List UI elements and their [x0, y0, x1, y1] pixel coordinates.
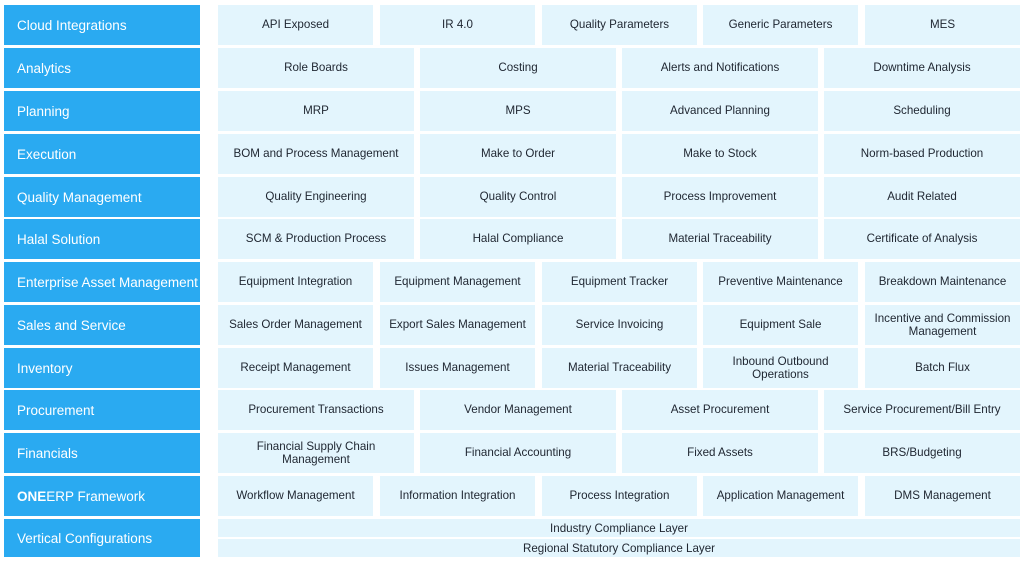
module-cell: Fixed Assets	[622, 433, 818, 473]
row-label: Halal Solution	[4, 219, 200, 259]
compliance-layer: Regional Statutory Compliance Layer	[218, 539, 1020, 557]
module-cell: Vendor Management	[420, 390, 616, 430]
module-cell: Role Boards	[218, 48, 414, 88]
row-label: Procurement	[4, 390, 200, 430]
module-cell: Halal Compliance	[420, 219, 616, 259]
module-cell: Equipment Management	[380, 262, 535, 302]
module-cell: Make to Stock	[622, 134, 818, 174]
module-cell: Equipment Integration	[218, 262, 373, 302]
module-cell: Costing	[420, 48, 616, 88]
module-cell: Preventive Maintenance	[703, 262, 858, 302]
module-cell: Service Procurement/Bill Entry	[824, 390, 1020, 430]
module-cell: Audit Related	[824, 177, 1020, 217]
module-cell: Sales Order Management	[218, 305, 373, 345]
module-cell: MPS	[420, 91, 616, 131]
row-label: Cloud Integrations	[4, 5, 200, 45]
row-label: Sales and Service	[4, 305, 200, 345]
module-cell: Procurement Transactions	[218, 390, 414, 430]
brand-rest: ERP Framework	[46, 488, 146, 504]
row-label: Enterprise Asset Management	[4, 262, 200, 302]
row-halal-solution	[0, 219, 1024, 259]
module-cell: Alerts and Notifications	[622, 48, 818, 88]
module-cell: Generic Parameters	[703, 5, 858, 45]
module-cell: Receipt Management	[218, 348, 373, 388]
row-label: Analytics	[4, 48, 200, 88]
module-cell: Issues Management	[380, 348, 535, 388]
row-procurement	[0, 390, 1024, 430]
module-cell: Export Sales Management	[380, 305, 535, 345]
module-cell: Workflow Management	[218, 476, 373, 516]
compliance-layer: Industry Compliance Layer	[218, 519, 1020, 537]
module-cell: SCM & Production Process	[218, 219, 414, 259]
module-cell: Make to Order	[420, 134, 616, 174]
row-oneerp-framework	[0, 476, 1024, 516]
module-cell: Material Traceability	[542, 348, 697, 388]
module-cell: IR 4.0	[380, 5, 535, 45]
module-cell: Quality Parameters	[542, 5, 697, 45]
module-cell: Scheduling	[824, 91, 1020, 131]
module-cell: Advanced Planning	[622, 91, 818, 131]
module-cell: Quality Control	[420, 177, 616, 217]
module-cell: Financial Accounting	[420, 433, 616, 473]
module-cell: Breakdown Maintenance	[865, 262, 1020, 302]
module-cell: Norm-based Production	[824, 134, 1020, 174]
row-financials	[0, 433, 1024, 473]
row-label: Vertical Configurations	[4, 519, 200, 557]
module-cell: Downtime Analysis	[824, 48, 1020, 88]
module-cell: Information Integration	[380, 476, 535, 516]
module-cell: Batch Flux	[865, 348, 1020, 388]
row-quality-management	[0, 177, 1024, 217]
module-cell: MES	[865, 5, 1020, 45]
row-label: Planning	[4, 91, 200, 131]
module-cell: Financial Supply Chain Management	[218, 433, 414, 473]
module-cell: Equipment Sale	[703, 305, 858, 345]
module-cell: Certificate of Analysis	[824, 219, 1020, 259]
module-cell: Process Integration	[542, 476, 697, 516]
module-cell: BRS/Budgeting	[824, 433, 1020, 473]
row-analytics	[0, 48, 1024, 88]
row-vertical-configurations	[0, 519, 1024, 557]
module-cell: Service Invoicing	[542, 305, 697, 345]
module-cell: Application Management	[703, 476, 858, 516]
row-label	[4, 476, 200, 516]
row-label: Execution	[4, 134, 200, 174]
row-cloud-integrations	[0, 5, 1024, 45]
module-cell: DMS Management	[865, 476, 1020, 516]
row-inventory	[0, 348, 1024, 388]
module-cell: Process Improvement	[622, 177, 818, 217]
module-cell: BOM and Process Management	[218, 134, 414, 174]
module-cell: API Exposed	[218, 5, 373, 45]
module-cell: Equipment Tracker	[542, 262, 697, 302]
module-cell: Asset Procurement	[622, 390, 818, 430]
module-cell: Material Traceability	[622, 219, 818, 259]
row-planning	[0, 91, 1024, 131]
row-label: Financials	[4, 433, 200, 473]
module-cell: Quality Engineering	[218, 177, 414, 217]
row-label: Inventory	[4, 348, 200, 388]
module-cell: Inbound Outbound Operations	[703, 348, 858, 388]
module-cell: Incentive and Commission Management	[865, 305, 1020, 345]
module-cell: MRP	[218, 91, 414, 131]
row-sales-and-service	[0, 305, 1024, 345]
row-label: Quality Management	[4, 177, 200, 217]
row-execution	[0, 134, 1024, 174]
brand-one: ONE	[17, 488, 47, 504]
row-enterprise-asset-management	[0, 262, 1024, 302]
